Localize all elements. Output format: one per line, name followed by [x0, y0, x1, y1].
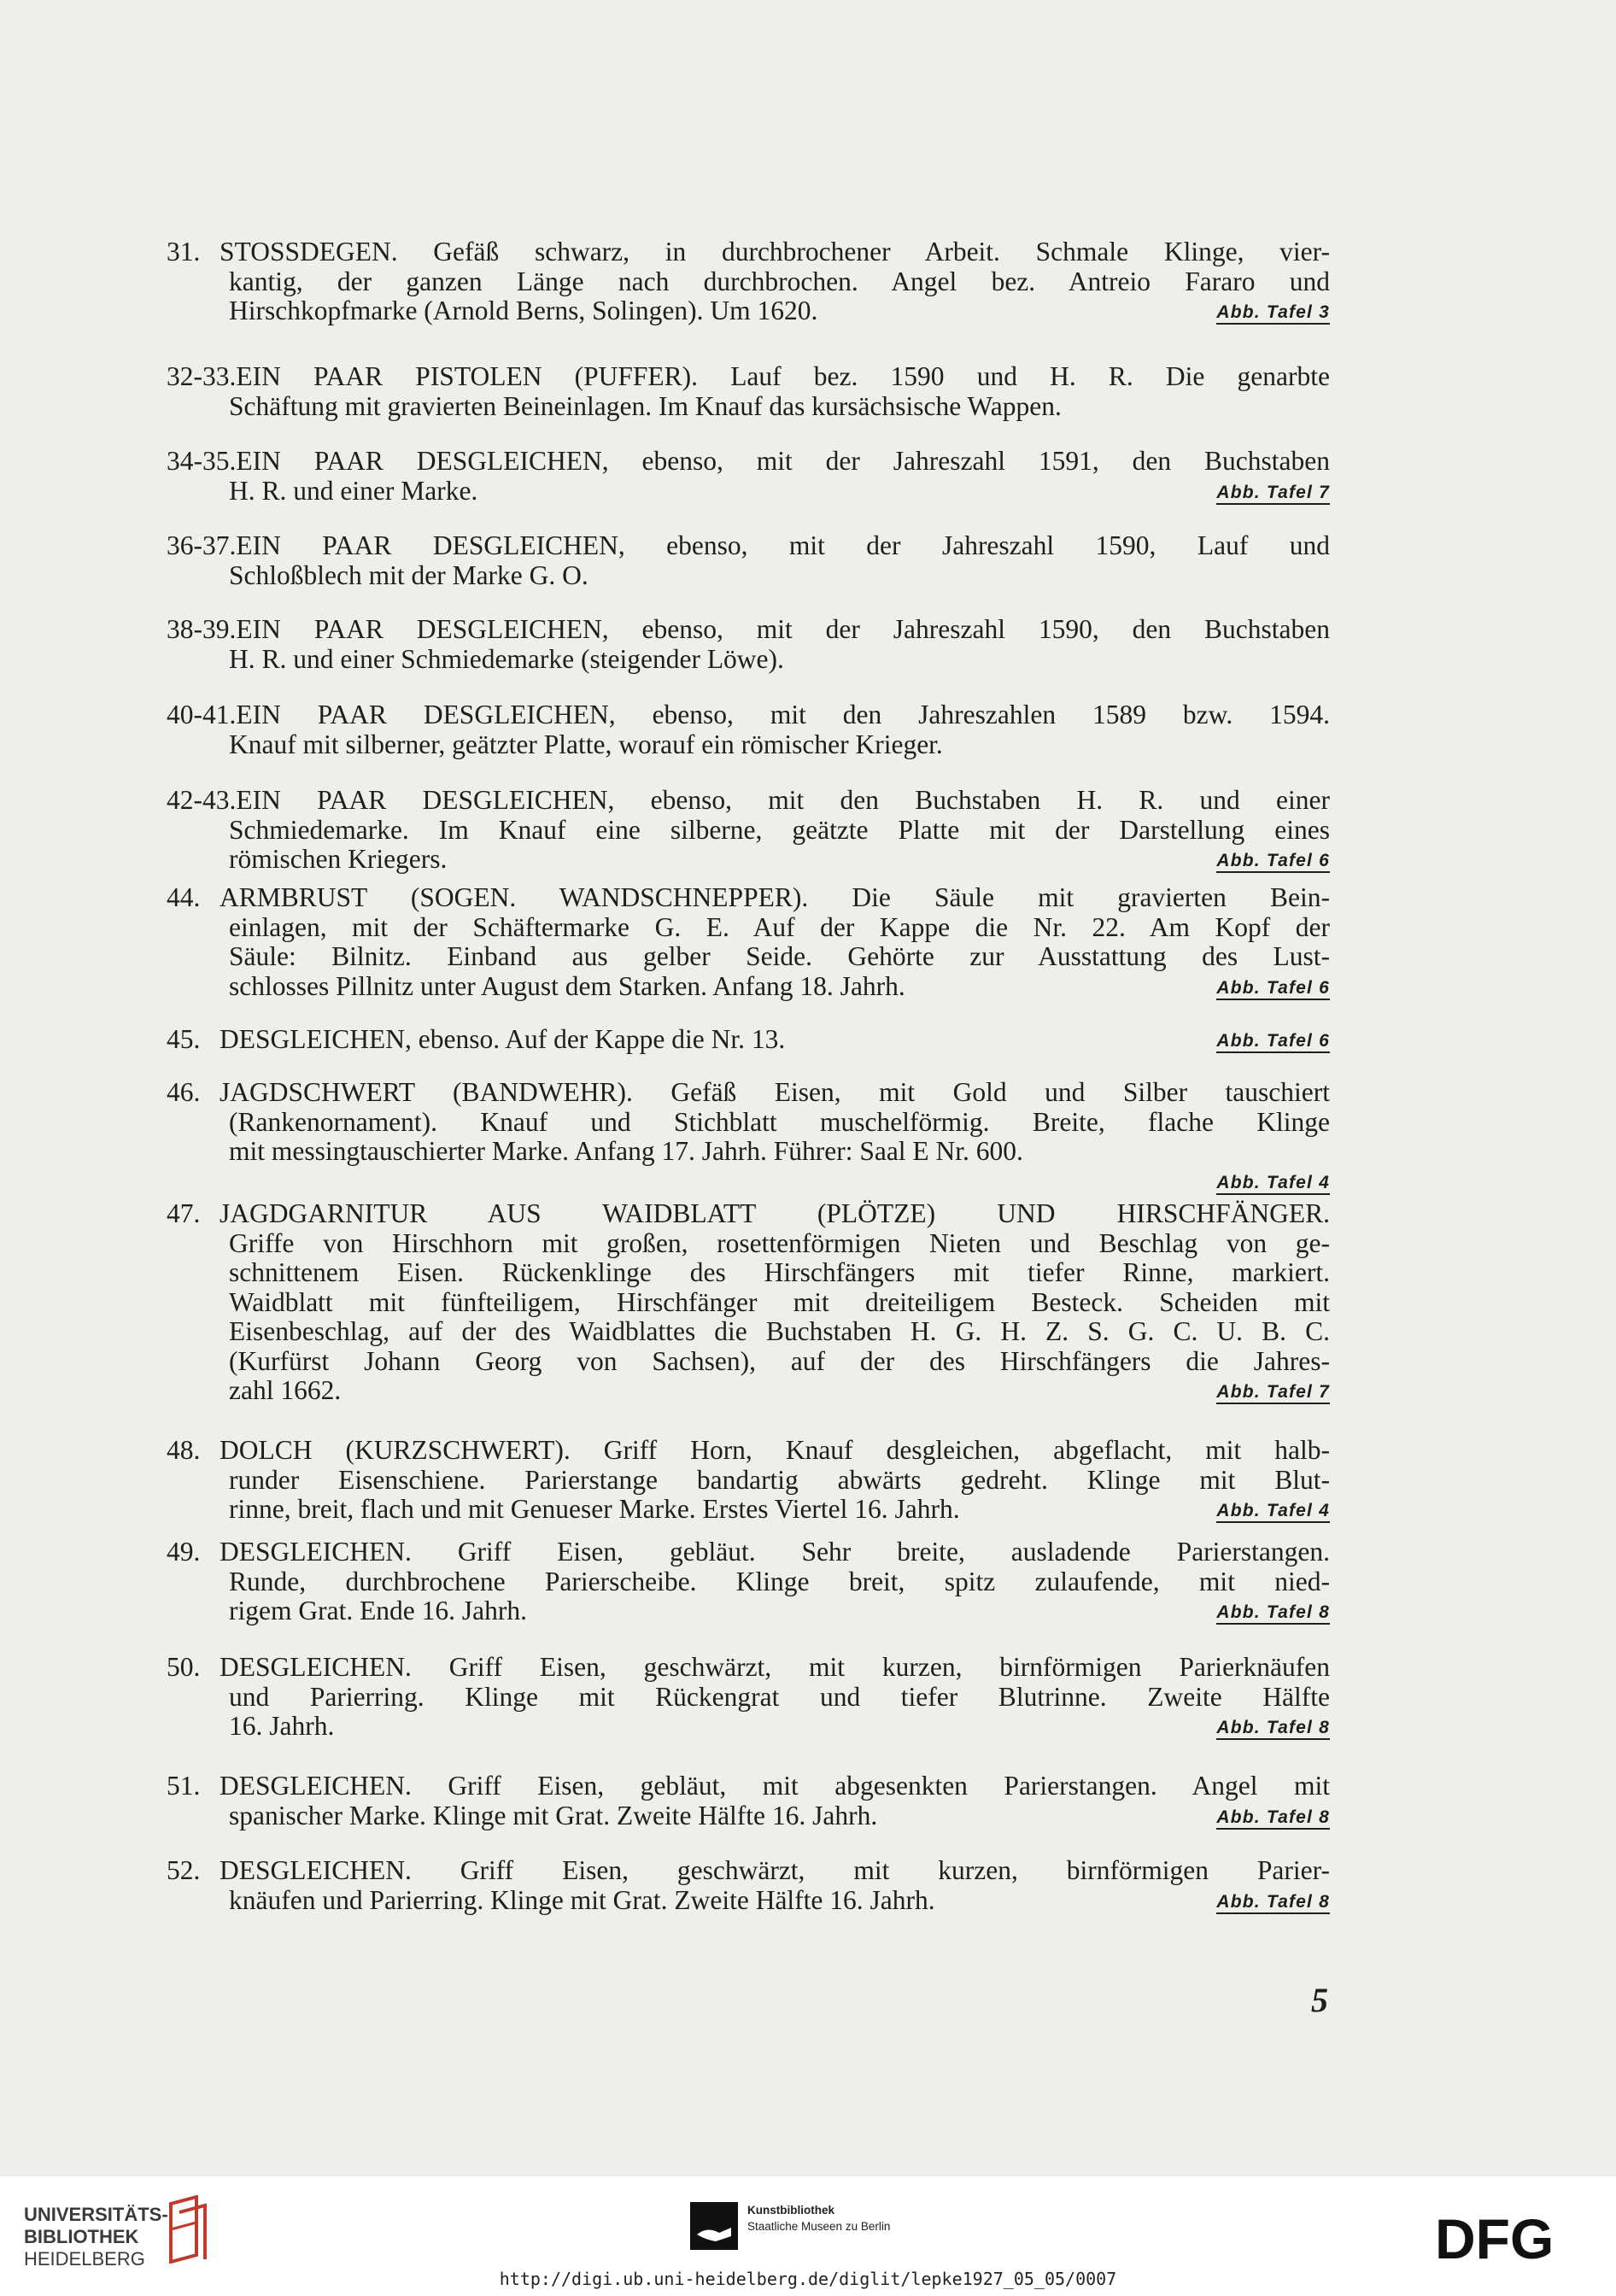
entry-line — [229, 1466, 1330, 1496]
kunstbibliothek-label — [747, 2202, 890, 2234]
university-logo-icon[interactable] — [162, 2195, 214, 2264]
dfg-logo-icon[interactable] — [1435, 2212, 1597, 2264]
entry-line — [167, 883, 1330, 913]
entry-line — [229, 1712, 1330, 1742]
entry-line — [229, 972, 1330, 1002]
entry-text: EIN PAAR DESGLEICHEN, ebenso, mit den Buchstaben H. R. und einer — [236, 785, 1330, 815]
entry-text: Schmiedemarke. Im Knauf eine silberne, geätzte Platte mit der Darstellung eines — [229, 814, 1330, 845]
entry-line — [167, 1199, 1330, 1229]
entry-line — [229, 1288, 1330, 1318]
entry-text: DESGLEICHEN. Griff Eisen, gebläut, mit abgesenkten Parierstangen. Angel mit — [220, 1771, 1330, 1801]
entry-text: Hirschkopfmarke (Arnold Berns, Solingen). Um 1620. — [229, 296, 818, 325]
entry-text: Schäftung mit gravierten Beineinlagen. Im Knauf das kursächsische Wappen. — [229, 390, 1062, 421]
plate-reference: Abb. Tafel 6 — [1216, 979, 1330, 1000]
entry-line — [167, 1025, 1330, 1055]
entry-text: DESGLEICHEN. Griff Eisen, gebläut. Sehr breite, ausladende Parierstangen. — [220, 1537, 1330, 1567]
entry-line — [229, 1108, 1330, 1138]
entry-text: Säule: Bilnitz. Einband aus gelber Seide. Gehörte zur Ausstattung des Lust- — [229, 941, 1330, 971]
entry-line — [229, 942, 1330, 972]
entry-text: Waidblatt mit fünfteiligem, Hirschfänger mit dreiteiligem Besteck. Scheiden mit — [229, 1286, 1330, 1317]
entry-line — [229, 816, 1330, 846]
entry-text: knäufen und Parierring. Klinge mit Grat. Zweite Hälfte 16. Jahrh. — [229, 1884, 935, 1915]
entry-number: 32-33. — [167, 361, 237, 391]
entry-text: EIN PAAR DESGLEICHEN, ebenso, mit der Jahreszahl 1590, den Buchstaben — [236, 614, 1330, 644]
entry-text: rinne, breit, flach und mit Genueser Marke. Erstes Viertel 16. Jahrh. — [229, 1494, 960, 1524]
entry-text: spanischer Marke. Klinge mit Grat. Zweite Hälfte 16. Jahrh. — [229, 1800, 878, 1830]
entry-text: runder Eisenschiene. Parierstange bandartig abwärts gedreht. Klinge mit Blut- — [229, 1464, 1330, 1495]
entry-line — [229, 1317, 1330, 1347]
entry-line — [229, 1347, 1330, 1377]
entry-number: 38-39. — [167, 614, 237, 644]
dfg-text: DFG — [1435, 2212, 1555, 2264]
entry-text: rigem Grat. Ende 16. Jahrh. — [229, 1596, 528, 1625]
entry-text: 16. Jahrh. — [229, 1711, 335, 1741]
catalog-entry — [167, 531, 1330, 590]
entry-line — [229, 1801, 1330, 1831]
entry-line — [229, 1886, 1330, 1916]
plate-reference: Abb. Tafel 6 — [1216, 1032, 1330, 1053]
entry-line — [167, 1078, 1330, 1108]
entry-text: H. R. und einer Marke. — [229, 475, 478, 506]
entry-number: 46. — [167, 1077, 201, 1107]
entry-line — [229, 1567, 1330, 1597]
catalog-entry — [167, 700, 1330, 759]
entry-line — [167, 615, 1330, 645]
plate-reference: Abb. Tafel 3 — [1216, 303, 1330, 325]
entry-text: DOLCH (KURZSCHWERT). Griff Horn, Knauf desgleichen, abgeflacht, mit halb- — [220, 1435, 1330, 1465]
catalog-entry — [167, 1653, 1330, 1742]
university-library-label[interactable] — [24, 2204, 168, 2270]
source-url[interactable]: http://digi.ub.uni-heidelberg.de/diglit/lepke1927_05_05/0007 — [499, 2269, 1117, 2289]
entry-number: 47. — [167, 1198, 201, 1228]
entry-number: 40-41. — [167, 700, 237, 729]
entry-line — [167, 1772, 1330, 1801]
catalog-entry — [167, 786, 1330, 875]
catalog-entry — [167, 1436, 1330, 1525]
entry-line — [229, 267, 1330, 297]
entry-text: DESGLEICHEN. Griff Eisen, geschwärzt, mit kurzen, birnförmigen Parierknäufen — [220, 1652, 1330, 1682]
entry-text: JAGDSCHWERT (BANDWEHR). Gefäß Eisen, mit Gold und Silber tauschiert — [220, 1077, 1330, 1107]
entry-line — [229, 845, 1330, 875]
entry-text: Eisenbeschlag, auf der des Waidblattes die Buchstaben H. G. H. Z. S. G. C. U. B. C. — [229, 1316, 1330, 1346]
catalog-entry — [167, 1538, 1330, 1626]
entry-text: EIN PAAR DESGLEICHEN, ebenso, mit der Jahreszahl 1590, Lauf und — [236, 530, 1330, 560]
entry-number: 45. — [167, 1024, 201, 1054]
entry-text: DESGLEICHEN, ebenso. Auf der Kappe die Nr. 13. — [220, 1024, 786, 1054]
ub-line-3: HEIDELBERG — [24, 2248, 145, 2270]
plate-reference: Abb. Tafel 8 — [1216, 1808, 1330, 1830]
entry-line — [229, 1495, 1330, 1525]
plate-reference: Abb. Tafel 8 — [1216, 1893, 1330, 1914]
entry-text: kantig, der ganzen Länge nach durchbrochen. Angel bez. Antreio Fararo und — [229, 266, 1330, 296]
entry-line — [229, 1596, 1330, 1626]
entry-number: 48. — [167, 1435, 201, 1465]
entry-text: Schloßblech mit der Marke G. O. — [229, 559, 588, 590]
entry-text: schnittenem Eisen. Rückenklinge des Hirschfängers mit tiefer Rinne, markiert. — [229, 1257, 1330, 1287]
entry-line — [167, 1436, 1330, 1466]
entry-line — [167, 447, 1330, 477]
entry-line — [229, 477, 1330, 507]
plate-reference: Abb. Tafel 4 — [1216, 1174, 1330, 1195]
catalog-entry — [167, 1025, 1330, 1055]
ub-line-2: BIBLIOTHEK — [24, 2226, 139, 2247]
entry-line — [167, 786, 1330, 816]
entry-number: 36-37. — [167, 530, 237, 560]
plate-reference: Abb. Tafel 7 — [1216, 483, 1330, 505]
entry-line — [229, 1376, 1330, 1406]
entry-text: mit messingtauschierter Marke. Anfang 17. Jahrh. Führer: Saal E Nr. 600. — [229, 1136, 1023, 1166]
entry-text: STOSSDEGEN. Gefäß schwarz, in durchbrochener Arbeit. Schmale Klinge, vier- — [220, 237, 1330, 266]
plate-reference: Abb. Tafel 7 — [1216, 1383, 1330, 1404]
entry-text: einlagen, mit der Schäftermarke G. E. Auf der Kappe die Nr. 22. Am Kopf der — [229, 911, 1330, 942]
entry-text: römischen Kriegers. — [229, 844, 448, 874]
entry-number: 42-43. — [167, 785, 237, 815]
entry-line — [167, 237, 1330, 267]
entry-text: EIN PAAR DESGLEICHEN, ebenso, mit den Jahreszahlen 1589 bzw. 1594. — [236, 700, 1330, 729]
plate-reference: Abb. Tafel 4 — [1216, 1502, 1330, 1523]
entry-text: schlosses Pillnitz unter August dem Starken. Anfang 18. Jahrh. — [229, 970, 905, 1001]
entry-text: JAGDGARNITUR AUS WAIDBLATT (PLÖTZE) UND HIRSCHFÄNGER. — [220, 1198, 1330, 1228]
entry-number: 51. — [167, 1771, 201, 1801]
entry-text: DESGLEICHEN. Griff Eisen, geschwärzt, mit kurzen, birnförmigen Parier- — [220, 1855, 1330, 1885]
entry-number: 31. — [167, 237, 201, 266]
entry-line — [229, 296, 1330, 326]
catalog-entry — [167, 1856, 1330, 1915]
entry-line — [229, 1137, 1330, 1167]
entry-text: EIN PAAR DESGLEICHEN, ebenso, mit der Jahreszahl 1591, den Buchstaben — [236, 446, 1330, 476]
entry-text: ARMBRUST (SOGEN. WANDSCHNEPPER). Die Säule mit gravierten Bein- — [220, 882, 1330, 912]
entry-line — [167, 1856, 1330, 1886]
entry-line — [167, 1653, 1330, 1683]
plate-reference: Abb. Tafel 6 — [1216, 852, 1330, 873]
entry-number: 44. — [167, 882, 201, 912]
kb-line-1: Kunstbibliothek — [747, 2204, 834, 2217]
entry-line — [229, 645, 1330, 675]
entry-line — [229, 1258, 1330, 1288]
ub-line-1: UNIVERSITÄTS- — [24, 2204, 168, 2225]
entry-line — [229, 1683, 1330, 1713]
entry-line — [229, 1229, 1330, 1259]
catalog-entry — [167, 237, 1330, 326]
entry-text: Griffe von Hirschhorn mit großen, rosettenförmigen Nieten und Beschlag von ge- — [229, 1227, 1330, 1258]
catalog-entry — [167, 615, 1330, 674]
plate-reference: Abb. Tafel 8 — [1216, 1603, 1330, 1625]
kb-line-2: Staatliche Museen zu Berlin — [747, 2220, 891, 2233]
catalog-entry — [167, 1199, 1330, 1406]
entry-text: (Kurfürst Johann Georg von Sachsen), auf der des Hirschfängers die Jahres- — [229, 1345, 1330, 1376]
catalog-entry — [167, 1772, 1330, 1830]
entry-line — [167, 700, 1330, 730]
entry-line — [167, 362, 1330, 392]
entry-line — [167, 531, 1330, 561]
entry-number: 52. — [167, 1855, 201, 1885]
kunstbibliothek-logo-icon[interactable] — [690, 2202, 738, 2250]
entry-text: Runde, durchbrochene Parierscheibe. Klinge breit, spitz zulaufende, mit nied- — [229, 1566, 1330, 1596]
entry-line — [167, 1538, 1330, 1567]
entry-text: H. R. und einer Schmiedemarke (steigender Löwe). — [229, 643, 784, 674]
entry-number: 49. — [167, 1537, 201, 1567]
entry-line — [229, 913, 1330, 943]
catalog-entry — [167, 362, 1330, 421]
catalog-entry — [167, 447, 1330, 506]
entry-line — [229, 561, 1330, 591]
catalog-entry — [167, 1077, 1330, 1192]
entry-number: 50. — [167, 1652, 201, 1682]
catalog-entry — [167, 883, 1330, 1001]
entry-text: zahl 1662. — [229, 1375, 342, 1405]
entry-text: (Rankenornament). Knauf und Stichblatt muschelförmig. Breite, flache Klinge — [229, 1106, 1330, 1137]
entry-text: Knauf mit silberner, geätzter Platte, worauf ein römischer Krieger. — [229, 729, 943, 759]
entry-number: 34-35. — [167, 446, 237, 476]
plate-reference: Abb. Tafel 8 — [1216, 1719, 1330, 1740]
entry-text: und Parierring. Klinge mit Rückengrat und tiefer Blutrinne. Zweite Hälfte — [229, 1681, 1330, 1712]
page-number: 5 — [1311, 1981, 1328, 2019]
entry-line — [229, 730, 1330, 760]
entry-line — [229, 392, 1330, 422]
entry-text: EIN PAAR PISTOLEN (PUFFER). Lauf bez. 1590 und H. R. Die genarbte — [236, 361, 1330, 391]
